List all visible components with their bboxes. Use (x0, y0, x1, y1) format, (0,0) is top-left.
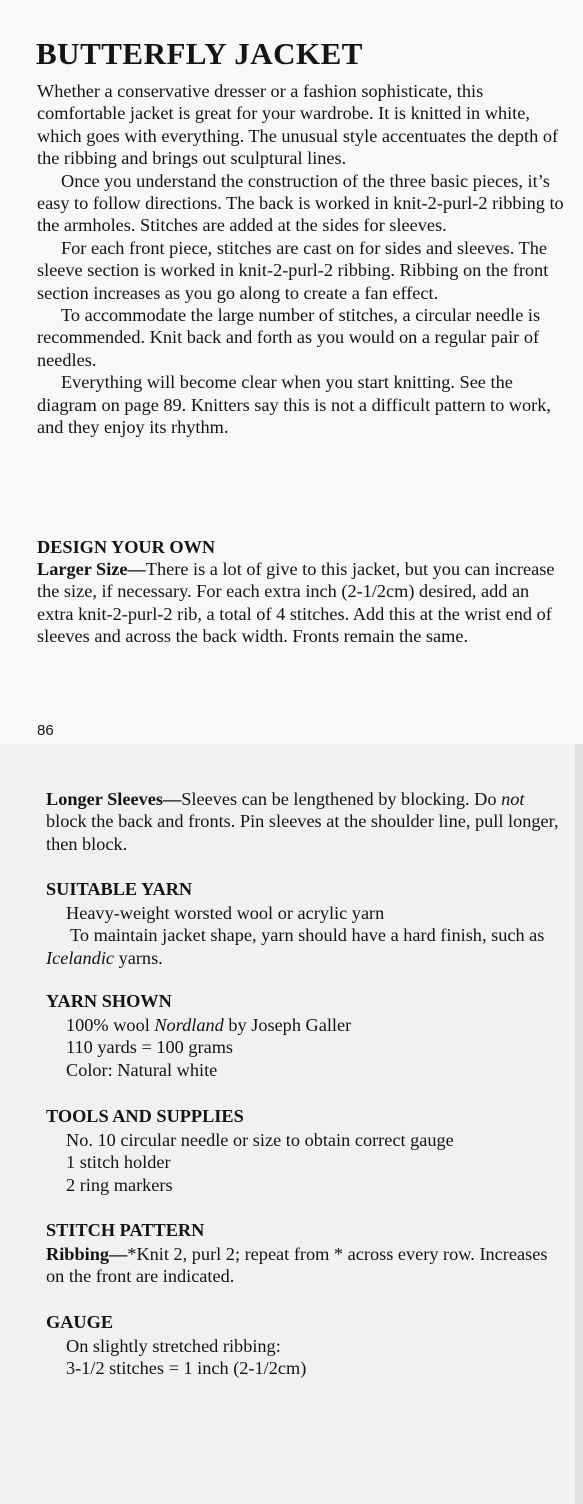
gauge-text (46, 1335, 566, 1380)
tools-list-item: No. 10 circular needle or size to obtain correct gauge (66, 1130, 454, 1150)
tools-list-item: 1 stitch holder (66, 1152, 171, 1173)
suitable-yarn-text-part: To maintain jacket shape, yarn should have a hard finish, such as (70, 925, 545, 946)
longer-sleeves-label: Longer Sleeves— (46, 789, 182, 809)
gauge-line: On slightly stretched ribbing: (66, 1336, 281, 1356)
ribbing-label: Ribbing— (46, 1244, 128, 1264)
intro-paragraph: For each front piece, stitches are cast on for sides and sleeves. The sleeve section is worked in knit-2-purl-2 ribbing. Ribbing on the front section increases as you go along to create a fan effect. (37, 237, 549, 303)
page-number: 86 (37, 722, 54, 739)
larger-size-paragraph (37, 558, 565, 648)
suitable-yarn-line: Heavy-weight worsted wool or acrylic yarn (66, 903, 385, 923)
design-your-own-text (37, 558, 565, 648)
suitable-yarn-heading: SUITABLE YARN (46, 879, 193, 899)
longer-sleeves-text-part: block the back and fronts. Pin sleeves at the shoulder line, pull longer, then block. (46, 811, 559, 854)
tools-and-supplies-heading: TOOLS AND SUPPLIES (46, 1106, 244, 1126)
yarn-shown-heading: YARN SHOWN (46, 991, 172, 1011)
yarn-shown-emphasis: Nordland (154, 1015, 224, 1035)
yarn-shown-text (46, 1014, 566, 1081)
suitable-yarn-text-part: yarns. (114, 947, 163, 968)
ribbing-text: *Knit 2, purl 2; repeat from * across every row. Increases on the front are indicated. (46, 1244, 548, 1287)
stitch-pattern-heading: STITCH PATTERN (46, 1220, 205, 1240)
larger-size-text: There is a lot of give to this jacket, but you can increase the size, if necessary. For each extra inch (2-1/2cm) desired, add an extra knit-2-purl-2 rib, a total of 4 stitches. Add this at the wrist end of sleeves and across the back width. Fronts remain the same. (37, 559, 555, 647)
intro-text (37, 80, 565, 439)
stitch-pattern-paragraph (46, 1243, 566, 1288)
page-title: BUTTERFLY JACKET (36, 36, 363, 71)
yarn-shown-line (46, 1014, 566, 1036)
intro-paragraph: Whether a conservative dresser or a fashion sophisticate, this comfortable jacket is great for your wardrobe. It is knitted in white, which goes with everything. The unusual style accentuates the depth of the ribbing and brings out sculptural lines. (37, 81, 559, 169)
design-your-own-heading: DESIGN YOUR OWN (37, 537, 216, 557)
yarn-shown-text-part: 100% wool (66, 1015, 155, 1035)
longer-sleeves-text (46, 788, 566, 855)
yarn-shown-text-part: by Joseph Galler (223, 1015, 352, 1035)
gauge-heading: GAUGE (46, 1312, 114, 1332)
larger-size-label: Larger Size— (37, 559, 146, 579)
intro-paragraph: Everything will become clear when you start knitting. See the diagram on page 89. Knitters say this is not a difficult pattern to work, and they enjoy its rhythm. (37, 372, 551, 438)
suitable-yarn-emphasis: Icelandic (46, 947, 115, 968)
yarn-shown-line: 110 yards = 100 grams (66, 1037, 234, 1058)
yarn-shown-line: Color: Natural white (66, 1059, 218, 1080)
stitch-pattern-text (46, 1243, 566, 1288)
intro-paragraph: To accommodate the large number of stitches, a circular needle is recommended. Knit back and forth as you would on a regular pair of needles. (37, 305, 541, 370)
longer-sleeves-paragraph (46, 788, 566, 855)
suitable-yarn-text (46, 902, 566, 969)
suitable-yarn-line (46, 924, 566, 969)
intro-paragraph: Once you understand the construction of the three basic pieces, it’s easy to follow directions. The back is worked in knit-2-purl-2 ribbing to the armholes. Stitches are added at the sides for sleeves. (37, 170, 564, 236)
gauge-line: 3-1/2 stitches = 1 inch (2-1/2cm) (66, 1358, 307, 1379)
page-edge-shadow (575, 744, 583, 1504)
longer-sleeves-text-part: Sleeves can be lengthened by blocking. Do (181, 789, 502, 809)
tools-list-item: 2 ring markers (66, 1174, 173, 1195)
tools-and-supplies-list (46, 1129, 566, 1196)
longer-sleeves-emphasis: not (501, 789, 525, 809)
